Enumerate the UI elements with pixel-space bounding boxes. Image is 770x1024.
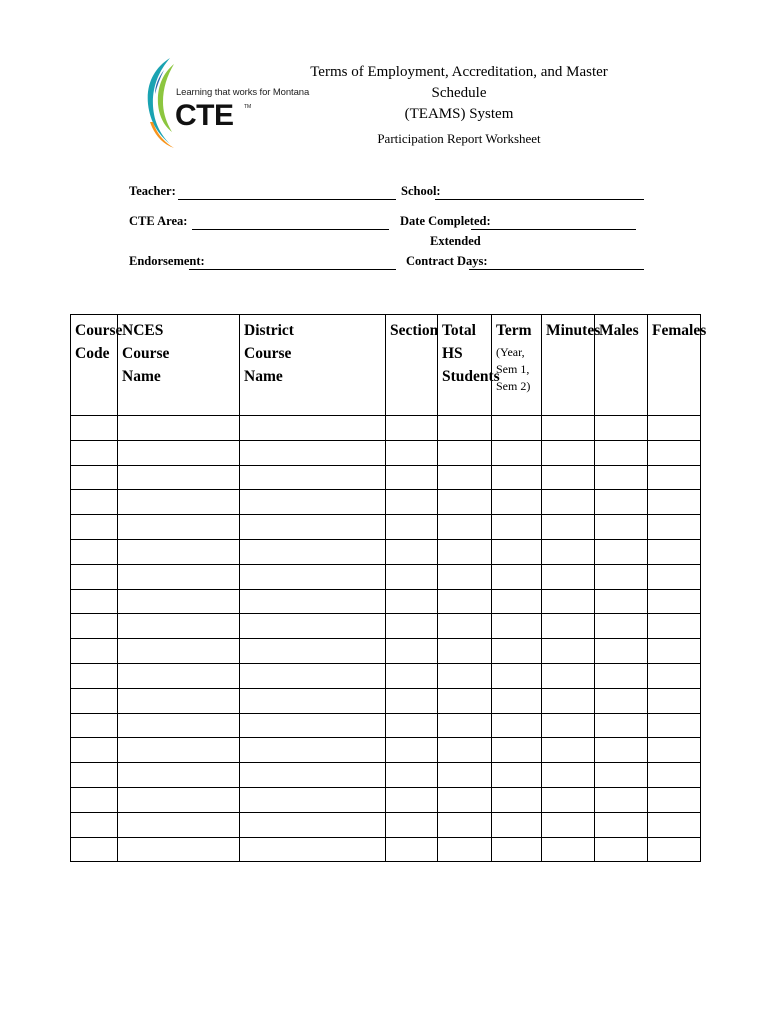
table-cell[interactable] <box>595 713 648 738</box>
table-row <box>71 515 701 540</box>
table-cell[interactable] <box>648 465 701 490</box>
table-cell[interactable] <box>240 539 386 564</box>
table-cell[interactable] <box>240 490 386 515</box>
table-cell[interactable] <box>240 515 386 540</box>
logo-brand: CTE <box>175 99 234 132</box>
table-cell[interactable] <box>492 837 542 862</box>
table-row <box>71 490 701 515</box>
participation-table <box>70 314 707 862</box>
table-cell[interactable] <box>240 440 386 465</box>
teacher-field[interactable] <box>178 199 396 200</box>
table-cell[interactable] <box>648 515 701 540</box>
table-cell[interactable] <box>386 639 438 664</box>
table-cell[interactable] <box>386 564 438 589</box>
table-cell[interactable] <box>648 738 701 763</box>
contract-days-field[interactable] <box>469 269 644 270</box>
table-cell[interactable] <box>595 465 648 490</box>
table-cell[interactable] <box>240 763 386 788</box>
document-title <box>300 62 618 148</box>
table-cell[interactable] <box>542 787 595 812</box>
table-cell[interactable] <box>71 812 118 837</box>
table-row <box>71 812 701 837</box>
date-completed-field[interactable] <box>471 229 636 230</box>
table-row <box>71 614 701 639</box>
table-cell[interactable] <box>438 787 492 812</box>
table-cell[interactable] <box>595 539 648 564</box>
table-cell[interactable] <box>71 440 118 465</box>
table-cell[interactable] <box>71 416 118 441</box>
table-cell[interactable] <box>542 539 595 564</box>
table-cell[interactable] <box>595 440 648 465</box>
table-cell[interactable] <box>492 787 542 812</box>
table-cell[interactable] <box>648 639 701 664</box>
table-cell[interactable] <box>595 614 648 639</box>
table-cell[interactable] <box>648 688 701 713</box>
table-cell[interactable] <box>386 416 438 441</box>
table-cell[interactable] <box>71 614 118 639</box>
table-cell[interactable] <box>71 515 118 540</box>
table-cell[interactable] <box>648 440 701 465</box>
date-completed-label: Date Completed: <box>400 214 491 228</box>
table-header-row <box>71 315 701 416</box>
table-cell[interactable] <box>386 713 438 738</box>
table-row <box>71 639 701 664</box>
table-cell[interactable] <box>542 688 595 713</box>
table-row <box>71 465 701 490</box>
table-cell[interactable] <box>118 614 240 639</box>
table-cell[interactable] <box>438 763 492 788</box>
table-cell[interactable] <box>595 738 648 763</box>
table-cell[interactable] <box>386 465 438 490</box>
table-cell[interactable] <box>118 564 240 589</box>
school-label: School: <box>401 184 441 198</box>
table-cell[interactable] <box>438 465 492 490</box>
table-cell[interactable] <box>386 539 438 564</box>
endorsement-field[interactable] <box>189 269 396 270</box>
table-cell[interactable] <box>118 763 240 788</box>
table-cell[interactable] <box>492 465 542 490</box>
table-cell[interactable] <box>438 515 492 540</box>
table-row <box>71 738 701 763</box>
table-cell[interactable] <box>438 440 492 465</box>
table-cell[interactable] <box>542 614 595 639</box>
table-cell[interactable] <box>438 837 492 862</box>
table-cell[interactable] <box>71 837 118 862</box>
table-body <box>71 416 701 862</box>
table-cell[interactable] <box>240 787 386 812</box>
table-cell[interactable] <box>118 663 240 688</box>
table-cell[interactable] <box>71 787 118 812</box>
school-field[interactable] <box>435 199 644 200</box>
table-cell[interactable] <box>71 763 118 788</box>
table-cell[interactable] <box>71 663 118 688</box>
table-cell[interactable] <box>542 589 595 614</box>
table-cell[interactable] <box>71 539 118 564</box>
table-cell[interactable] <box>71 639 118 664</box>
table-cell[interactable] <box>118 812 240 837</box>
table-cell[interactable] <box>648 713 701 738</box>
table-cell[interactable] <box>71 738 118 763</box>
table-cell[interactable] <box>595 589 648 614</box>
table-cell[interactable] <box>118 589 240 614</box>
table-row <box>71 663 701 688</box>
table-cell[interactable] <box>595 763 648 788</box>
logo-trademark: TM <box>244 104 252 110</box>
title-line-1: Terms of Employment, Accreditation, and Master Schedule <box>310 64 608 101</box>
table-row <box>71 589 701 614</box>
table-cell[interactable] <box>492 713 542 738</box>
table-cell[interactable] <box>240 639 386 664</box>
header-district-course-name: District Course Name <box>240 315 386 416</box>
table-cell[interactable] <box>386 589 438 614</box>
table-row <box>71 440 701 465</box>
table-cell[interactable] <box>492 663 542 688</box>
table-cell[interactable] <box>240 837 386 862</box>
table-cell[interactable] <box>542 763 595 788</box>
table-cell[interactable] <box>240 738 386 763</box>
table-cell[interactable] <box>542 812 595 837</box>
table-cell[interactable] <box>118 465 240 490</box>
table-cell[interactable] <box>648 539 701 564</box>
table-cell[interactable] <box>386 763 438 788</box>
title-subtitle: Participation Report Worksheet <box>377 131 541 146</box>
table-cell[interactable] <box>118 837 240 862</box>
extended-label: Extended <box>430 234 481 248</box>
table-row <box>71 713 701 738</box>
table-cell[interactable] <box>492 416 542 441</box>
logo-swoosh-icon <box>140 52 180 152</box>
table-cell[interactable] <box>648 589 701 614</box>
table-cell[interactable] <box>542 515 595 540</box>
table-cell[interactable] <box>648 614 701 639</box>
table-cell[interactable] <box>118 490 240 515</box>
table-row <box>71 564 701 589</box>
table-cell[interactable] <box>240 416 386 441</box>
table-cell[interactable] <box>438 663 492 688</box>
table-cell[interactable] <box>492 738 542 763</box>
table-cell[interactable] <box>118 738 240 763</box>
table-cell[interactable] <box>492 614 542 639</box>
contract-days-label: Contract Days: <box>406 254 488 268</box>
table-row <box>71 416 701 441</box>
table-cell[interactable] <box>71 564 118 589</box>
table-row <box>71 539 701 564</box>
table-cell[interactable] <box>118 539 240 564</box>
cte-area-label: CTE Area: <box>129 214 188 228</box>
table-cell[interactable] <box>648 837 701 862</box>
table-cell[interactable] <box>542 490 595 515</box>
table-cell[interactable] <box>492 639 542 664</box>
table-cell[interactable] <box>240 812 386 837</box>
table-cell[interactable] <box>542 564 595 589</box>
table-cell[interactable] <box>648 763 701 788</box>
table-row <box>71 787 701 812</box>
table-cell[interactable] <box>240 614 386 639</box>
header-nces-course-name: NCES Course Name <box>118 315 240 416</box>
table-cell[interactable] <box>492 763 542 788</box>
table-cell[interactable] <box>386 663 438 688</box>
table-cell[interactable] <box>118 416 240 441</box>
table-cell[interactable] <box>595 688 648 713</box>
header-total-hs-students: Total HS Students <box>438 315 492 416</box>
table-cell[interactable] <box>492 490 542 515</box>
table-cell[interactable] <box>542 639 595 664</box>
table-cell[interactable] <box>386 837 438 862</box>
table-cell[interactable] <box>438 564 492 589</box>
table-cell[interactable] <box>542 440 595 465</box>
table-cell[interactable] <box>438 416 492 441</box>
endorsement-label: Endorsement: <box>129 254 205 268</box>
cte-area-field[interactable] <box>192 229 389 230</box>
table-cell[interactable] <box>595 787 648 812</box>
title-line-2: (TEAMS) System <box>404 106 514 122</box>
table-cell[interactable] <box>240 564 386 589</box>
header-males: Males <box>595 315 648 416</box>
table-cell[interactable] <box>438 589 492 614</box>
table-row <box>71 763 701 788</box>
table-cell[interactable] <box>386 787 438 812</box>
table-cell[interactable] <box>492 688 542 713</box>
cte-logo <box>140 52 310 152</box>
table-cell[interactable] <box>386 515 438 540</box>
table-cell[interactable] <box>648 812 701 837</box>
table-cell[interactable] <box>240 663 386 688</box>
table-cell[interactable] <box>438 539 492 564</box>
table-cell[interactable] <box>542 416 595 441</box>
table-cell[interactable] <box>438 490 492 515</box>
table-cell[interactable] <box>386 738 438 763</box>
table-cell[interactable] <box>118 787 240 812</box>
table-cell[interactable] <box>386 614 438 639</box>
table-cell[interactable] <box>648 787 701 812</box>
table-cell[interactable] <box>595 812 648 837</box>
table-cell[interactable] <box>438 738 492 763</box>
header-course-code: Course Code <box>71 315 118 416</box>
table-row <box>71 688 701 713</box>
table-row <box>71 837 701 862</box>
table-cell[interactable] <box>386 812 438 837</box>
table-cell[interactable] <box>492 440 542 465</box>
teacher-label: Teacher: <box>129 184 176 198</box>
table-cell[interactable] <box>118 688 240 713</box>
table-cell[interactable] <box>118 639 240 664</box>
table-cell[interactable] <box>648 490 701 515</box>
table-cell[interactable] <box>595 837 648 862</box>
table-cell[interactable] <box>542 663 595 688</box>
table-cell[interactable] <box>595 639 648 664</box>
table-cell[interactable] <box>71 465 118 490</box>
table-cell[interactable] <box>438 812 492 837</box>
table-cell[interactable] <box>438 713 492 738</box>
table-cell[interactable] <box>492 515 542 540</box>
table-cell[interactable] <box>118 515 240 540</box>
table-cell[interactable] <box>542 738 595 763</box>
table-cell[interactable] <box>595 663 648 688</box>
table-cell[interactable] <box>492 564 542 589</box>
table-cell[interactable] <box>118 440 240 465</box>
table-cell[interactable] <box>240 465 386 490</box>
table-cell[interactable] <box>595 416 648 441</box>
table-cell[interactable] <box>71 589 118 614</box>
table-cell[interactable] <box>438 639 492 664</box>
table-cell[interactable] <box>71 490 118 515</box>
table-cell[interactable] <box>240 713 386 738</box>
table-cell[interactable] <box>118 713 240 738</box>
table-cell[interactable] <box>240 589 386 614</box>
table-cell[interactable] <box>71 688 118 713</box>
header-section: Section <box>386 315 438 416</box>
table-cell[interactable] <box>648 416 701 441</box>
table-cell[interactable] <box>542 465 595 490</box>
table-cell[interactable] <box>386 688 438 713</box>
header-females: Females <box>648 315 701 416</box>
table-cell[interactable] <box>595 490 648 515</box>
table-cell[interactable] <box>648 564 701 589</box>
header-minutes: Minutes <box>542 315 595 416</box>
table-cell[interactable] <box>438 688 492 713</box>
table-cell[interactable] <box>542 837 595 862</box>
table-cell[interactable] <box>438 614 492 639</box>
logo-tagline: Learning that works for Montana <box>176 87 310 98</box>
table-cell[interactable] <box>648 663 701 688</box>
table-cell[interactable] <box>240 688 386 713</box>
table-cell[interactable] <box>492 539 542 564</box>
table-cell[interactable] <box>595 564 648 589</box>
table-cell[interactable] <box>492 812 542 837</box>
table-cell[interactable] <box>492 589 542 614</box>
table-cell[interactable] <box>386 440 438 465</box>
table-cell[interactable] <box>386 490 438 515</box>
table-cell[interactable] <box>595 515 648 540</box>
table-cell[interactable] <box>542 713 595 738</box>
header-term: Term (Year, Sem 1, Sem 2) <box>492 315 542 416</box>
table-cell[interactable] <box>71 713 118 738</box>
